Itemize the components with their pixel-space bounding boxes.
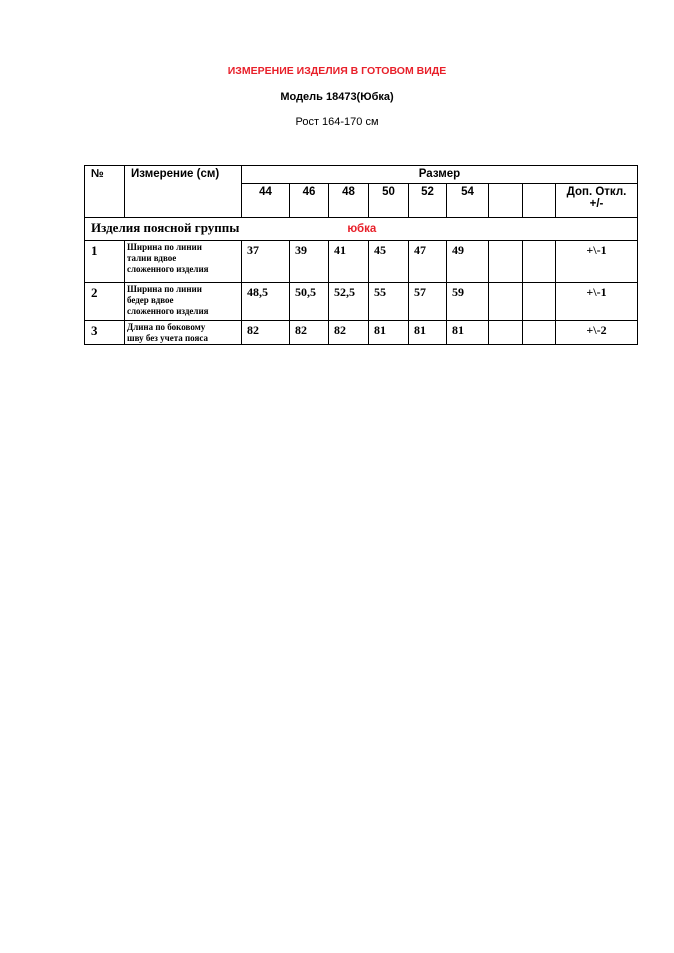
size-cell: 52: [409, 184, 447, 218]
value-cell: [489, 241, 523, 283]
value-cell: 55: [369, 283, 409, 321]
col-measure-header: Измерение (см): [125, 166, 242, 218]
value-cell: 52,5: [329, 283, 369, 321]
document-title: ИЗМЕРЕНИЕ ИЗДЕЛИЯ В ГОТОВОМ ВИДЕ: [227, 65, 447, 77]
model-label: Модель 18473(Юбка): [280, 91, 394, 103]
header-row: [85, 166, 638, 184]
tolerance-header-line1: Доп. Откл.: [566, 186, 627, 198]
value-cell: 41: [329, 241, 369, 283]
value-cell: [489, 321, 523, 345]
table-row: [85, 283, 638, 321]
size-cell: [523, 184, 556, 218]
row-number: 1: [85, 241, 125, 283]
height-label: Рост 164-170 см: [295, 116, 379, 128]
tolerance-header-line2: +/-: [589, 198, 604, 210]
value-cell: 82: [329, 321, 369, 345]
value-cell: 49: [447, 241, 489, 283]
tolerance-cell: +\-1: [556, 241, 638, 283]
row-number: 3: [85, 321, 125, 345]
table-row: [85, 241, 638, 283]
description-line: сложенного изделия: [127, 264, 209, 274]
value-cell: 82: [290, 321, 329, 345]
value-cell: 50,5: [290, 283, 329, 321]
size-cell: 54: [447, 184, 489, 218]
value-cell: [489, 283, 523, 321]
description-line: Длина по боковому: [127, 322, 206, 332]
size-cell: 46: [290, 184, 329, 218]
description-line: шву без учета пояса: [127, 333, 208, 343]
description-line: сложенного изделия: [127, 306, 209, 316]
description-line: талии вдвое: [127, 253, 177, 263]
tolerance-cell: +\-1: [556, 283, 638, 321]
group-label: Изделия поясной группы: [91, 220, 240, 235]
description-line: бедер вдвое: [127, 295, 174, 305]
value-cell: 57: [409, 283, 447, 321]
value-cell: 48,5: [242, 283, 290, 321]
group-row: [85, 218, 638, 241]
row-description: [125, 321, 242, 345]
measurement-table: [84, 165, 638, 345]
value-cell: 39: [290, 241, 329, 283]
value-cell: 81: [447, 321, 489, 345]
tolerance-header: [556, 184, 638, 218]
value-cell: 59: [447, 283, 489, 321]
col-size-header: Размер: [242, 166, 638, 184]
size-cell: [489, 184, 523, 218]
group-type: юбка: [347, 223, 377, 235]
value-cell: [523, 241, 556, 283]
group-cell: [85, 218, 638, 241]
value-cell: 45: [369, 241, 409, 283]
tolerance-cell: +\-2: [556, 321, 638, 345]
description-line: Ширина по линии: [127, 284, 202, 294]
row-description: [125, 241, 242, 283]
value-cell: 81: [409, 321, 447, 345]
value-cell: [523, 321, 556, 345]
value-cell: 37: [242, 241, 290, 283]
table-row: [85, 321, 638, 345]
size-cell: 50: [369, 184, 409, 218]
size-cell: 44: [242, 184, 290, 218]
row-description: [125, 283, 242, 321]
size-cell: 48: [329, 184, 369, 218]
value-cell: 47: [409, 241, 447, 283]
value-cell: 82: [242, 321, 290, 345]
row-number: 2: [85, 283, 125, 321]
col-number-header: №: [85, 166, 125, 218]
description-line: Ширина по линии: [127, 242, 202, 252]
value-cell: 81: [369, 321, 409, 345]
value-cell: [523, 283, 556, 321]
